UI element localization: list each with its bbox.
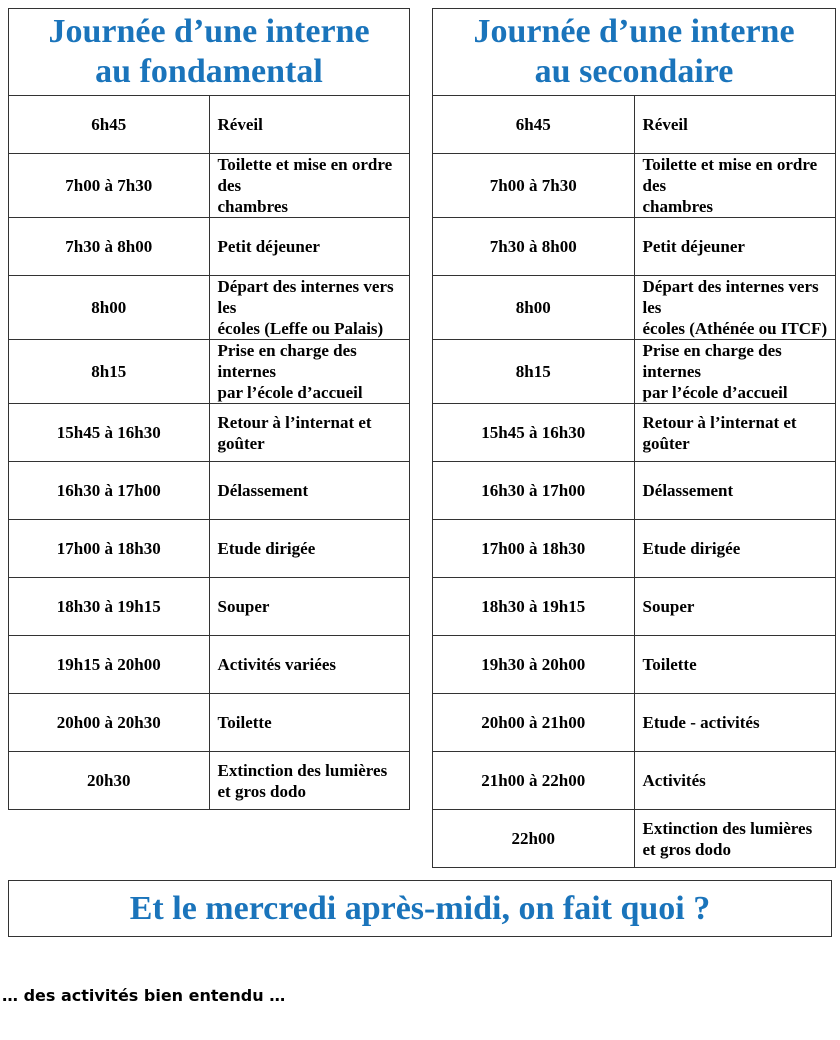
- schedule-activity: [634, 636, 836, 694]
- schedule-time: 16h30 à 17h00: [433, 462, 635, 520]
- schedule-activity: [634, 578, 836, 636]
- schedule-row: [9, 218, 410, 276]
- schedule-activity-line: Retour à l’internat et goûter: [642, 412, 797, 453]
- schedule-activity: [209, 154, 410, 218]
- schedule-row: [433, 462, 836, 520]
- schedule-activity-line: Retour à l’internat et goûter: [217, 412, 372, 453]
- schedule-activity-line: Activités: [642, 771, 706, 790]
- schedule-activity-line: écoles (Athénée ou ITCF): [642, 319, 828, 338]
- schedule-secondaire-title: Journée d’une interne au secondaire: [433, 9, 836, 96]
- schedule-activity-line: Toilette et mise en ordre des: [217, 155, 393, 195]
- schedule-row: [433, 218, 836, 276]
- schedule-activity-line: chambres: [217, 197, 289, 216]
- schedule-row: [433, 154, 836, 218]
- schedule-activity: [634, 218, 836, 276]
- schedule-activity-line: Délassement: [217, 481, 309, 500]
- schedule-row: [9, 154, 410, 218]
- schedule-activity-line: Réveil: [642, 115, 688, 134]
- schedule-time: 22h00: [433, 810, 635, 868]
- schedule-row: [9, 96, 410, 154]
- schedule-time: 16h30 à 17h00: [9, 462, 210, 520]
- schedule-row: [433, 276, 836, 340]
- schedule-row: [433, 694, 836, 752]
- schedule-activity-line: écoles (Leffe ou Palais): [217, 319, 384, 338]
- schedule-row: [9, 520, 410, 578]
- schedule-row: [9, 636, 410, 694]
- schedule-activity: [634, 462, 836, 520]
- schedule-activity: [634, 752, 836, 810]
- schedule-time: 19h30 à 20h00: [433, 636, 635, 694]
- schedule-activity: [209, 694, 410, 752]
- schedule-activity: [634, 276, 836, 340]
- schedule-row: [9, 694, 410, 752]
- schedule-row: [433, 340, 836, 404]
- schedule-time: 17h00 à 18h30: [9, 520, 210, 578]
- schedule-activity: [209, 636, 410, 694]
- schedule-row: [9, 462, 410, 520]
- schedule-activity: [209, 276, 410, 340]
- schedule-time: 20h00 à 21h00: [433, 694, 635, 752]
- schedule-activity-line: chambres: [642, 197, 714, 216]
- schedule-activity-line: Toilette et mise en ordre des: [642, 155, 818, 195]
- schedule-time: 15h45 à 16h30: [9, 404, 210, 462]
- schedule-row: [433, 404, 836, 462]
- schedule-activity-line: et gros dodo: [217, 781, 306, 801]
- schedule-activity-line: Petit déjeuner: [217, 237, 320, 256]
- schedule-time: 6h45: [433, 96, 635, 154]
- schedule-time: 20h30: [9, 752, 210, 810]
- schedule-activity-line: Toilette: [217, 713, 272, 732]
- footnote: … des activités bien entendu …: [2, 986, 286, 1005]
- schedule-row: [433, 96, 836, 154]
- schedule-time: 8h00: [433, 276, 635, 340]
- schedule-secondaire: [432, 8, 836, 868]
- schedule-time: 18h30 à 19h15: [9, 578, 210, 636]
- schedule-activity: [634, 340, 836, 404]
- schedule-row: [433, 810, 836, 868]
- schedule-activity-line: Etude dirigée: [642, 539, 741, 558]
- schedule-row: [433, 636, 836, 694]
- schedule-time: 20h00 à 20h30: [9, 694, 210, 752]
- schedule-row: [9, 404, 410, 462]
- schedule-row: [433, 578, 836, 636]
- schedule-time: 18h30 à 19h15: [433, 578, 635, 636]
- schedule-activity-line: Etude - activités: [642, 713, 760, 732]
- schedule-time: 15h45 à 16h30: [433, 404, 635, 462]
- schedule-fondamental-title: Journée d’une interne au fondamental: [9, 9, 410, 96]
- schedule-activity-line: Souper: [642, 597, 695, 616]
- schedule-activity-line: Prise en charge des internes: [217, 341, 357, 381]
- schedule-time: 7h30 à 8h00: [433, 218, 635, 276]
- schedule-activity: [209, 462, 410, 520]
- schedule-time: 8h15: [433, 340, 635, 404]
- schedule-activity-line: Délassement: [642, 481, 734, 500]
- wednesday-banner: Et le mercredi après-midi, on fait quoi ?: [8, 880, 832, 937]
- schedule-activity-line: Départ des internes vers les: [217, 277, 394, 317]
- schedule-activity-line: par l’école d’accueil: [642, 383, 788, 402]
- schedule-activity-line: Réveil: [217, 115, 263, 134]
- schedule-activity: [634, 154, 836, 218]
- schedule-time: 7h30 à 8h00: [9, 218, 210, 276]
- schedule-row: [9, 752, 410, 810]
- schedule-activity: [209, 578, 410, 636]
- schedule-time: 19h15 à 20h00: [9, 636, 210, 694]
- schedule-activity: [634, 404, 836, 462]
- schedule-fondamental-rows: [9, 96, 410, 810]
- schedule-activity-line: Toilette: [642, 655, 697, 674]
- schedule-row: [9, 578, 410, 636]
- schedule-activity: [634, 96, 836, 154]
- schedule-activity: [634, 694, 836, 752]
- schedule-time: 8h15: [9, 340, 210, 404]
- schedule-activity: [209, 218, 410, 276]
- schedule-secondaire-rows: [433, 96, 836, 868]
- schedule-time: 7h00 à 7h30: [433, 154, 635, 218]
- schedule-time: 21h00 à 22h00: [433, 752, 635, 810]
- schedule-activity-line: Activités variées: [217, 655, 336, 674]
- schedule-row: [433, 752, 836, 810]
- schedule-activity: [209, 340, 410, 404]
- schedule-activity: [634, 520, 836, 578]
- schedule-activity: [209, 404, 410, 462]
- schedule-activity-line: Extinction des lumières: [642, 818, 813, 838]
- schedule-time: 17h00 à 18h30: [433, 520, 635, 578]
- schedule-row: [433, 520, 836, 578]
- schedule-activity: [209, 520, 410, 578]
- schedule-row: [9, 340, 410, 404]
- schedule-activity-line: Départ des internes vers les: [642, 277, 819, 317]
- schedule-activity-line: par l’école d’accueil: [217, 383, 363, 402]
- schedule-activity-line: Souper: [217, 597, 270, 616]
- schedule-activity-line: Petit déjeuner: [642, 237, 745, 256]
- schedule-time: 7h00 à 7h30: [9, 154, 210, 218]
- schedule-activity-line: Extinction des lumières: [217, 760, 388, 780]
- schedule-row: [9, 276, 410, 340]
- schedule-activity: [634, 810, 836, 868]
- schedule-activity-line: Etude dirigée: [217, 539, 316, 558]
- schedule-activity: [209, 96, 410, 154]
- schedule-activity-line: et gros dodo: [642, 839, 731, 859]
- schedule-activity: [209, 752, 410, 810]
- schedule-fondamental: [8, 8, 410, 810]
- schedule-time: 6h45: [9, 96, 210, 154]
- schedule-time: 8h00: [9, 276, 210, 340]
- schedule-activity-line: Prise en charge des internes: [642, 341, 782, 381]
